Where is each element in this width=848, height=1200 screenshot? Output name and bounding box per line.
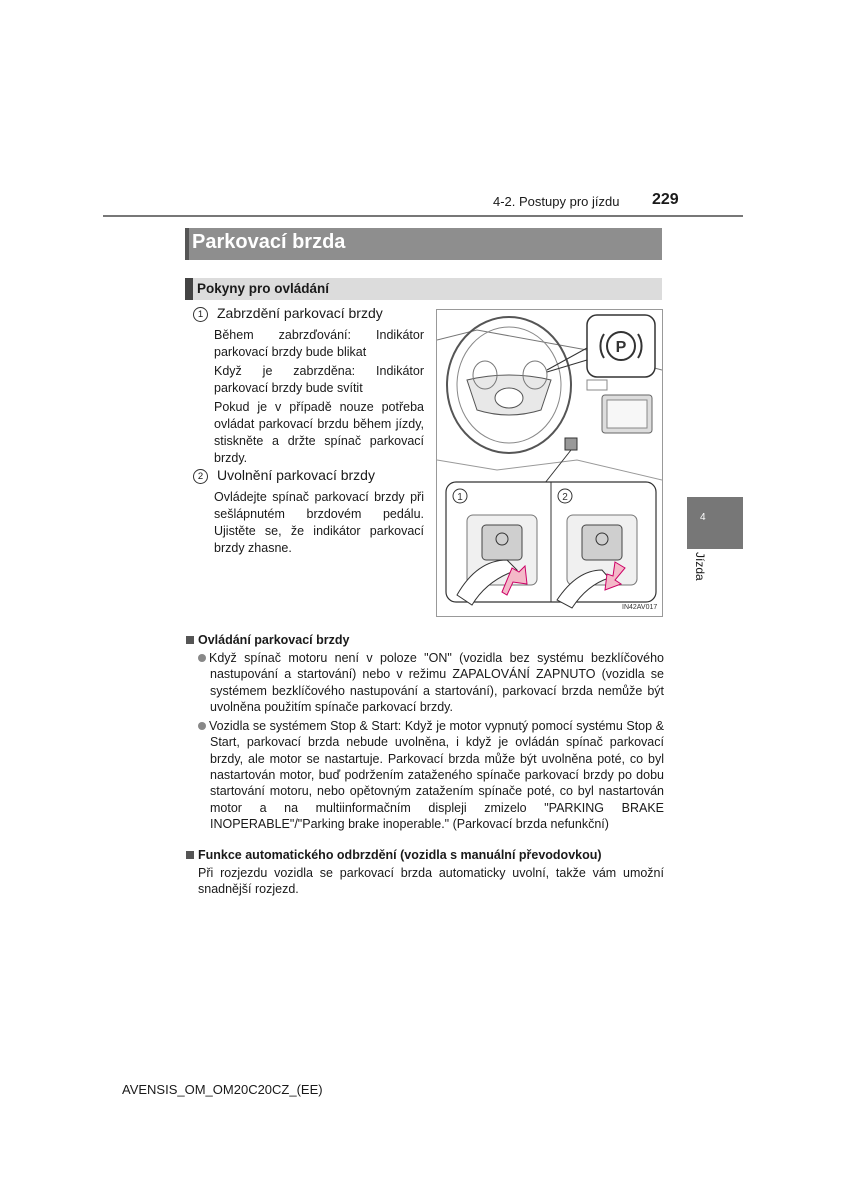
page-number: 229	[652, 191, 679, 208]
chapter-tab	[687, 497, 743, 549]
step-paragraph: Ovládejte spínač parkovací brzdy při sešlápnutém brzdovém pedálu. Ujistěte se, že indikátor parkovací brzdy zhasne.	[214, 490, 424, 555]
section-title-banner	[185, 228, 662, 260]
note-1	[186, 633, 664, 832]
round-bullet-icon	[198, 722, 206, 730]
step-number: 1	[193, 307, 208, 322]
note-bullet: Když spínač motoru není v poloze "ON" (vozidla bez systému bezklíčového nastupování a startování) nebo v režimu ZAPALOVÁNÍ ZAPNUTO (vozidla se systémem bezklíčového nastupování a startování), parkovací brzda nemůže být uvolněna použitím spínače parkovací brzdy.	[210, 650, 664, 715]
step-1	[193, 305, 383, 322]
step-heading: 2 Uvolnění parkovací brzdy	[193, 467, 375, 484]
step-2	[193, 467, 375, 484]
chapter-number: 4	[700, 512, 706, 523]
note-bullet: Vozidla se systémem Stop & Start: Když je motor vypnutý pomocí systému Stop & Start, parkovací brzda nebude uvolněna, i když je ovládán spínač parkovací brzdy, ale motor se nastartuje. Parkovací brzda může být uvolněna poté, co byl nastartován motor, buď podržením zataženého spínače parkovací brzdy po dobu startování motoru, nebo opětovným zatažením spínače poté, co byl nastartován motor a na multiinformačním displeji zmizelo "PARKING BRAKE INOPERABLE"/"Parking brake inoperable." (Parkovací brzda nefunkční)	[210, 718, 664, 832]
step-paragraph: Během zabrzďování: Indikátor parkovací brzdy bude blikat	[214, 328, 424, 359]
figure-code: IN42AV017	[622, 604, 658, 611]
dashboard-drawing	[437, 310, 662, 616]
step-heading: 1 Zabrzdění parkovací brzdy	[193, 305, 383, 322]
header-rule	[103, 215, 743, 217]
running-header-section: 4-2. Postupy pro jízdu	[493, 194, 620, 209]
square-bullet-icon	[186, 851, 194, 859]
note-text: Při rozjezdu vozidla se parkovací brzda automaticky uvolní, takže vám umožní snadnější rozjezd.	[198, 866, 664, 897]
step-paragraph: Pokud je v případě nouze potřeba ovládat parkovací brzdu během jízdy, stiskněte a držte spínač parkovací brzdy.	[214, 400, 424, 465]
round-bullet-icon	[198, 654, 206, 662]
note-2	[186, 848, 664, 898]
note-heading: Ovládání parkovací brzdy	[186, 633, 664, 647]
parking-brake-illustration	[436, 309, 663, 617]
p-icon-letter: P	[615, 339, 627, 356]
step-number: 2	[193, 469, 208, 484]
chapter-name: Jízda	[693, 552, 707, 581]
section-title: Parkovací brzda	[192, 231, 346, 253]
square-bullet-icon	[186, 636, 194, 644]
note-heading: Funkce automatického odbrzdění (vozidla s manuální převodovkou)	[186, 848, 664, 862]
panel-label-2: 2	[562, 492, 568, 503]
subsection-banner	[185, 278, 662, 300]
document-code-footer: AVENSIS_OM_OM20C20CZ_(EE)	[122, 1082, 323, 1097]
subsection-title: Pokyny pro ovládání	[197, 281, 330, 296]
panel-label-1: 1	[457, 492, 463, 503]
step-paragraph: Když je zabrzděna: Indikátor parkovací brzdy bude svítit	[214, 364, 424, 395]
